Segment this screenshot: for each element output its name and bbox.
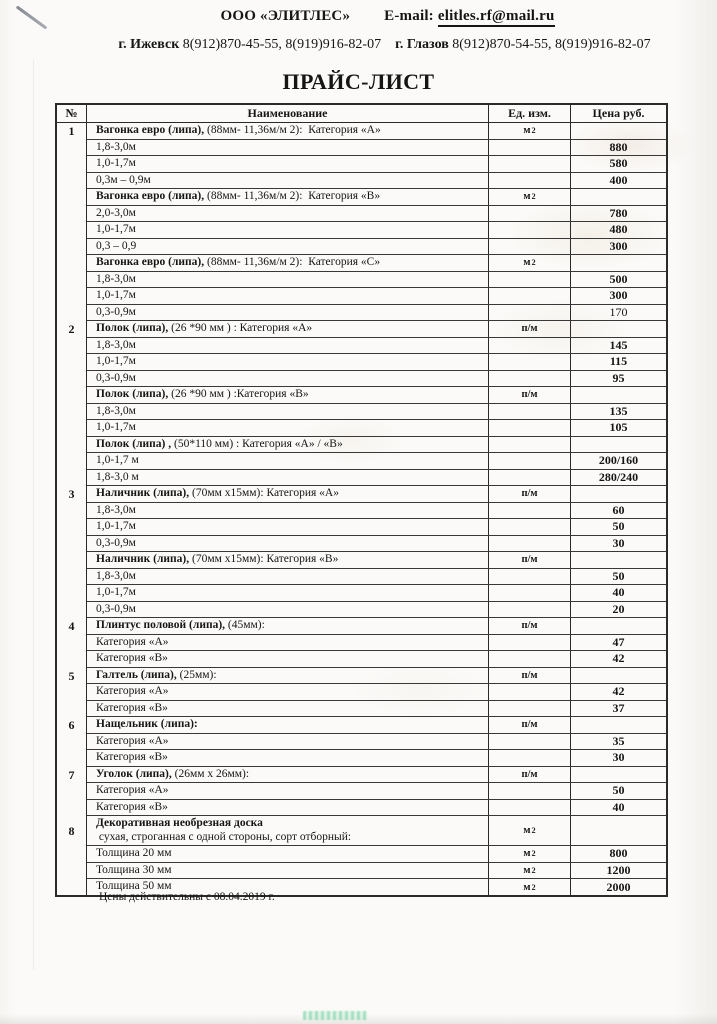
item-name: 1,8-3,0м	[87, 503, 489, 519]
table-row	[87, 371, 666, 388]
item-name: Толщина 50 мм	[87, 879, 489, 895]
item-name: Категория «А»	[87, 734, 489, 750]
item-price: 40	[612, 585, 625, 600]
table-row	[87, 206, 666, 223]
item-unit	[489, 354, 571, 370]
item-unit: п/м	[489, 767, 571, 783]
table-row	[87, 569, 666, 586]
item-price: 200/160	[598, 453, 639, 468]
item-unit	[489, 519, 571, 535]
item-name: 1,0-1,7м	[87, 519, 489, 535]
section-number: 2	[68, 322, 75, 336]
item-unit	[489, 470, 571, 486]
group-header-row	[87, 437, 666, 454]
section-number: 1	[68, 124, 75, 138]
item-price: 35	[612, 733, 625, 748]
item-unit	[489, 651, 571, 667]
table-row	[87, 288, 666, 305]
item-unit: п/м	[489, 668, 571, 684]
section-number: 3	[68, 487, 75, 501]
item-name: Категория «А»	[87, 783, 489, 799]
group-header-row	[87, 816, 666, 846]
item-price: 30	[612, 750, 625, 765]
item-price: 30	[612, 535, 625, 550]
item-unit	[489, 701, 571, 717]
table-header-row	[57, 105, 666, 123]
item-name: Категория «В»	[87, 800, 489, 816]
table-row	[87, 222, 666, 239]
item-unit	[489, 305, 571, 321]
item-price: 115	[609, 354, 628, 369]
table-row	[87, 338, 666, 355]
item-price: 37	[612, 700, 625, 715]
item-unit	[489, 800, 571, 816]
item-price: 60	[612, 502, 625, 517]
email-address: elitles.rf@mail.ru	[438, 8, 555, 27]
item-price: 300	[609, 238, 628, 253]
item-name: 0,3-0,9м	[87, 536, 489, 552]
city-izhevsk-label: г. Ижевск	[118, 37, 180, 52]
table-row	[87, 536, 666, 553]
item-unit	[489, 783, 571, 799]
item-price: 50	[612, 568, 625, 583]
item-unit: м 2	[489, 879, 571, 895]
phones-header-line	[0, 37, 717, 53]
item-price: 800	[609, 846, 628, 861]
section-number: 8	[68, 823, 75, 838]
item-unit: п/м	[489, 618, 571, 634]
table-row	[87, 602, 666, 619]
item-name: Вагонка евро (липа), (88мм- 11,36м/м 2): Категория «С»	[87, 255, 489, 271]
table-row	[87, 140, 666, 157]
item-unit	[489, 585, 571, 601]
table-row	[87, 453, 666, 470]
email-label: E-mail:	[384, 8, 434, 24]
item-price: 780	[609, 205, 628, 220]
item-price: 50	[612, 783, 625, 798]
table-row	[87, 684, 666, 701]
item-unit: м 2	[489, 255, 571, 271]
item-name: 0,3-0,9м	[87, 602, 489, 618]
item-unit	[489, 371, 571, 387]
column-header-unit: Ед. изм.	[489, 105, 571, 122]
item-unit	[489, 453, 571, 469]
item-name: Наличник (липа), (70мм х15мм): Категория «В»	[87, 552, 489, 568]
table-row	[87, 503, 666, 520]
table-body	[57, 123, 666, 895]
item-unit	[489, 222, 571, 238]
item-name: Категория «А»	[87, 635, 489, 651]
item-unit: м 2	[489, 189, 571, 205]
item-name: 1,8-3,0м	[87, 404, 489, 420]
item-name: 0,3-0,9м	[87, 305, 489, 321]
table-row	[87, 863, 666, 880]
table-row	[87, 470, 666, 487]
item-price: 580	[609, 156, 628, 171]
item-name: 1,0-1,7м	[87, 585, 489, 601]
group-header-row	[87, 552, 666, 569]
item-name: Толщина 20 мм	[87, 846, 489, 862]
section-number: 7	[68, 768, 75, 782]
item-unit	[489, 602, 571, 618]
paper-crease	[33, 60, 34, 970]
item-name: 1,0-1,7м	[87, 156, 489, 172]
table-row	[87, 800, 666, 817]
item-unit: м 2	[489, 816, 571, 845]
table-row	[87, 354, 666, 371]
item-unit	[489, 536, 571, 552]
column-header-name: Наименование	[87, 105, 489, 122]
item-price: 500	[609, 271, 628, 286]
item-name: Галтель (липа), (25мм):	[87, 668, 489, 684]
item-price: 145	[609, 337, 628, 352]
item-unit: м 2	[489, 863, 571, 879]
item-unit	[489, 156, 571, 172]
table-row	[87, 156, 666, 173]
item-name: 1,8-3,0м	[87, 272, 489, 288]
item-price: 47	[612, 634, 625, 649]
item-unit	[489, 272, 571, 288]
city-glazov-label: г. Глазов	[395, 37, 449, 52]
table-row	[87, 519, 666, 536]
item-name: Уголок (липа), (26мм х 26мм):	[87, 767, 489, 783]
item-unit	[489, 569, 571, 585]
section-number: 4	[68, 619, 75, 633]
group-header-row	[87, 387, 666, 404]
group-header-row	[87, 321, 666, 338]
item-price: 42	[612, 684, 625, 699]
item-price: 40	[612, 799, 625, 814]
item-name: Полок (липа) , (50*110 мм) : Категория «А» / «В»	[87, 437, 489, 453]
column-header-num: №	[57, 105, 87, 122]
table-row	[87, 783, 666, 800]
company-name: ООО «ЭЛИТЛЕС»	[220, 8, 351, 24]
item-price: 135	[609, 403, 628, 418]
item-price: 95	[612, 370, 625, 385]
group-header-row	[87, 123, 666, 140]
item-name: 1,8-3,0 м	[87, 470, 489, 486]
item-name: Вагонка евро (липа), (88мм- 11,36м/м 2): Категория «А»	[87, 123, 489, 139]
table-row	[87, 305, 666, 322]
item-name: Полок (липа), (26 *90 мм ) :Категория «В»	[87, 387, 489, 403]
table-row	[87, 635, 666, 652]
item-name: 1,8-3,0м	[87, 338, 489, 354]
city-izhevsk-phones: 8(912)870-45-55, 8(919)916-82-07	[182, 37, 382, 52]
item-name: Декоративная необрезная доска сухая, строганная с одной стороны, сорт отборный:	[87, 816, 489, 845]
section-number: 6	[68, 718, 75, 732]
item-unit: п/м	[489, 321, 571, 337]
item-unit: м 2	[489, 846, 571, 862]
item-price: 280/240	[598, 469, 639, 484]
group-header-row	[87, 717, 666, 734]
item-unit	[489, 288, 571, 304]
item-price: 42	[612, 651, 625, 666]
item-unit	[489, 750, 571, 766]
item-name: Наличник (липа), (70мм х15мм): Категория «А»	[87, 486, 489, 502]
item-unit	[489, 420, 571, 436]
item-unit	[489, 239, 571, 255]
item-unit	[489, 206, 571, 222]
table-row	[87, 701, 666, 718]
item-unit: п/м	[489, 486, 571, 502]
item-price: 480	[609, 222, 628, 237]
table-row	[87, 420, 666, 437]
item-unit	[489, 635, 571, 651]
table-row	[87, 272, 666, 289]
item-unit	[489, 437, 571, 453]
item-name: 1,0-1,7м	[87, 420, 489, 436]
item-name: Категория «В»	[87, 651, 489, 667]
item-unit	[489, 140, 571, 156]
item-name: 0,3м – 0,9м	[87, 173, 489, 189]
item-name: 0,3 – 0,9	[87, 239, 489, 255]
table-rows	[87, 123, 666, 895]
item-unit: м 2	[489, 123, 571, 139]
item-name: Толщина 30 мм	[87, 863, 489, 879]
group-header-row	[87, 668, 666, 685]
table-row	[87, 734, 666, 751]
item-name: Вагонка евро (липа), (88мм- 11,36м/м 2): Категория «В»	[87, 189, 489, 205]
item-name: 1,8-3,0м	[87, 569, 489, 585]
item-price: 400	[609, 172, 628, 187]
item-unit	[489, 734, 571, 750]
item-price: 170	[609, 304, 628, 319]
table-row	[87, 750, 666, 767]
item-name: Нащельник (липа):	[87, 717, 489, 733]
group-header-row	[87, 189, 666, 206]
item-name: Категория «В»	[87, 750, 489, 766]
table-row	[87, 585, 666, 602]
group-header-row	[87, 618, 666, 635]
item-name: 2,0-3,0м	[87, 206, 489, 222]
item-unit: п/м	[489, 717, 571, 733]
table-row	[87, 846, 666, 863]
item-unit: п/м	[489, 552, 571, 568]
page-title: ПРАЙС-ЛИСТ	[282, 69, 435, 94]
section-number-column	[57, 123, 87, 895]
item-name: 0,3-0,9м	[87, 371, 489, 387]
group-header-row	[87, 767, 666, 784]
item-name: 1,0-1,7м	[87, 354, 489, 370]
table-row	[87, 651, 666, 668]
item-price: 2000	[606, 879, 631, 894]
group-header-row	[87, 486, 666, 503]
group-header-row	[87, 255, 666, 272]
item-price: 105	[609, 420, 628, 435]
item-price: 880	[609, 139, 628, 154]
table-row	[87, 239, 666, 256]
item-name: 1,8-3,0м	[87, 140, 489, 156]
item-name: Плинтус половой (липа), (45мм):	[87, 618, 489, 634]
validity-note: Цены действительны с 08.04.2019 г.	[99, 891, 275, 903]
item-name: Категория «А»	[87, 684, 489, 700]
item-unit	[489, 338, 571, 354]
column-header-price: Цена руб.	[592, 106, 645, 120]
item-name: 1,0-1,7 м	[87, 453, 489, 469]
item-name: 1,0-1,7м	[87, 222, 489, 238]
item-price: 20	[612, 601, 625, 616]
item-unit	[489, 684, 571, 700]
item-unit	[489, 503, 571, 519]
item-price: 1200	[606, 862, 631, 877]
item-price: 50	[612, 519, 625, 534]
item-name: Полок (липа), (26 *90 мм ) : Категория «А»	[87, 321, 489, 337]
city-glazov-phones: 8(912)870-54-55, 8(919)916-82-07	[452, 37, 651, 52]
item-unit	[489, 173, 571, 189]
item-price: 300	[609, 288, 628, 303]
item-unit	[489, 404, 571, 420]
price-table	[55, 103, 668, 897]
table-row	[87, 404, 666, 421]
section-number: 5	[68, 669, 75, 683]
company-header-line	[0, 8, 717, 25]
item-name: Категория «В»	[87, 701, 489, 717]
table-row	[87, 173, 666, 190]
item-unit: п/м	[489, 387, 571, 403]
item-name: 1,0-1,7м	[87, 288, 489, 304]
scanner-watermark	[303, 1011, 367, 1020]
